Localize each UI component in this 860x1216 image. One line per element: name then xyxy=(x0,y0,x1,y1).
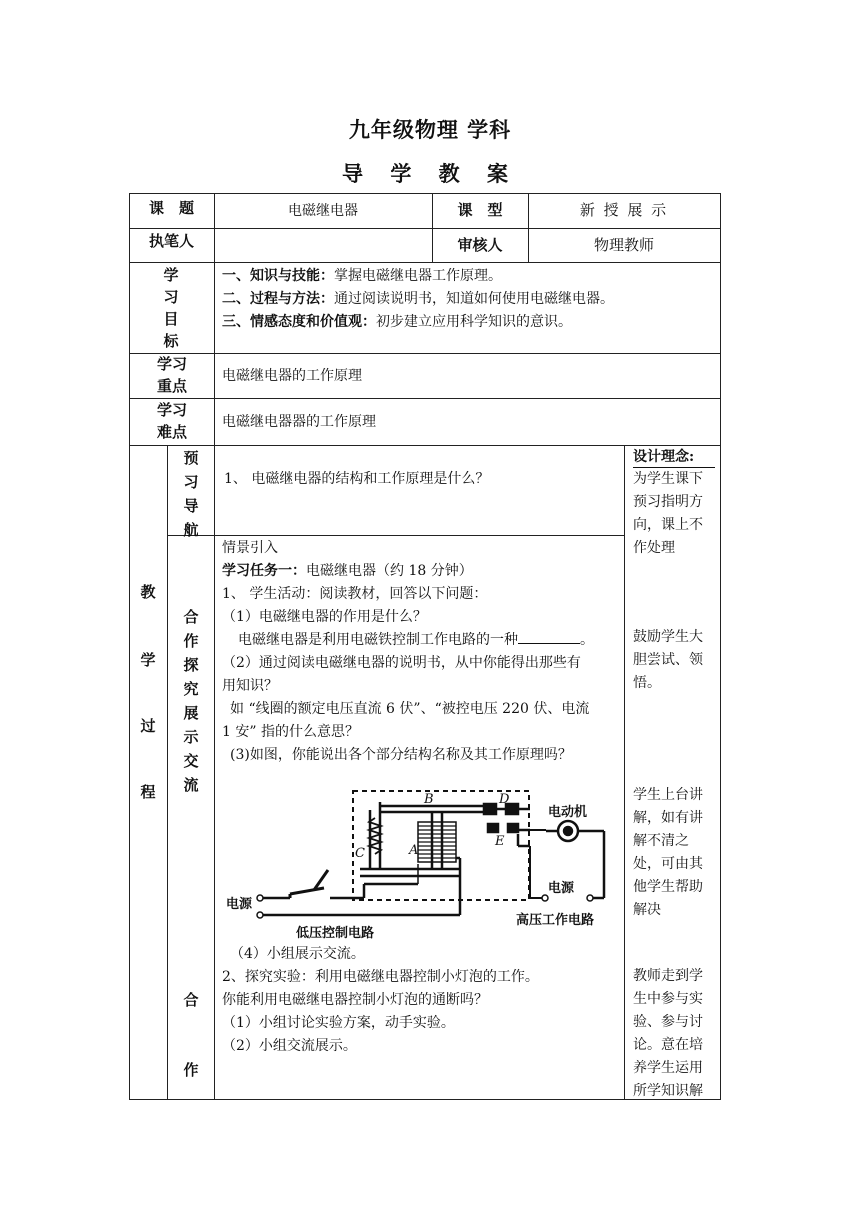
power-left-label: 电源 xyxy=(226,897,253,912)
design-note-1: 为学生课下 预习指明方 向，课上不 作处理 xyxy=(633,471,703,556)
preview-question: 1、 电磁继电器的结构和工作原理是什么？ xyxy=(224,471,490,487)
design-note-4: 教师走到学 生中参与实 验、参与讨 论。意在培 养学生运用 所学知识解 xyxy=(633,968,703,1099)
coop-label: 合 作 xyxy=(183,991,199,1079)
objectives-label: 学 习 目 标 xyxy=(163,266,179,350)
plan-title: 导 学 教 案 xyxy=(342,161,518,186)
preview-label: 预 习 导 航 xyxy=(183,449,199,539)
design-note-3: 学生上台讲 解，如有讲 解不清之 处，可由其 他学生帮助 解决 xyxy=(633,787,703,918)
design-notes-head: 设计理念: xyxy=(633,447,715,468)
key-point-text: 电磁继电器的工作原理 xyxy=(222,368,362,384)
reviewer-label: 审核人 xyxy=(457,236,503,254)
power-right-label: 电源 xyxy=(548,881,575,896)
explore-label: 合 作 探 究 展 示 交 流 xyxy=(183,608,199,794)
objectives-list: 一、知识与技能：掌握电磁继电器工作原理。 二、过程与方法：通过阅读说明书，知道如何使用电磁继电器。 三、情感态度和价值观：初步建立应用科学知识的意识。 xyxy=(222,268,614,330)
design-note-2: 鼓励学生大 胆尝试、领 悟。 xyxy=(633,629,703,691)
low-circuit-label: 低压控制电路 xyxy=(296,926,375,941)
motor-label: 电动机 xyxy=(548,805,588,820)
writer-label: 执笔人 xyxy=(148,232,194,250)
label-c: C xyxy=(355,846,365,861)
relay-circuit-diagram xyxy=(220,780,620,942)
answer-blank[interactable] xyxy=(518,629,580,644)
label-d: D xyxy=(499,792,510,807)
difficulty-label: 学习 难点 xyxy=(156,401,187,441)
process-label: 教 学 过 程 xyxy=(140,583,156,801)
type-label: 课 型 xyxy=(457,201,503,219)
explore-content-2: （4）小组展示交流。 2、探究实验：利用电磁继电器控制小灯泡的工作。 你能利用电磁继电器控制小灯泡的通断吗？ （1）小组讨论实验方案，动手实验。 （2）小组交流展示。 xyxy=(222,946,539,1054)
key-point-label: 学习 重点 xyxy=(156,355,187,395)
subject-title: 九年级物理 学科 xyxy=(348,117,512,142)
reviewer-value: 物理教师 xyxy=(593,236,654,254)
type-value: 新 授 展 示 xyxy=(579,201,669,219)
high-circuit-label: 高压工作电路 xyxy=(516,913,595,928)
label-a: A xyxy=(409,843,419,858)
label-b: B xyxy=(424,792,434,807)
difficulty-text: 电磁继电器器的工作原理 xyxy=(222,414,376,430)
label-e: E xyxy=(495,834,505,849)
topic-value: 电磁继电器 xyxy=(288,203,358,219)
topic-label: 课 题 xyxy=(148,199,194,217)
explore-content: 情景引入 学习任务一：电磁继电器（约 18 分钟） 1、 学生活动：阅读教材，回答以下问题： （1）电磁继电器的作用是什么？ 电磁继电器是利用电磁铁控制工作电路的一种 。 （2）通过阅读电磁继电器的说明书，从中你能得出那些有 用知识？ 如 “线圈的额定电压直流 6 伏”、“被控电压 220 伏、电流 1 安” 指的什么意思？ (3)如图，你能说出各个部分结构名称及其工作原理吗？ xyxy=(222,540,594,763)
